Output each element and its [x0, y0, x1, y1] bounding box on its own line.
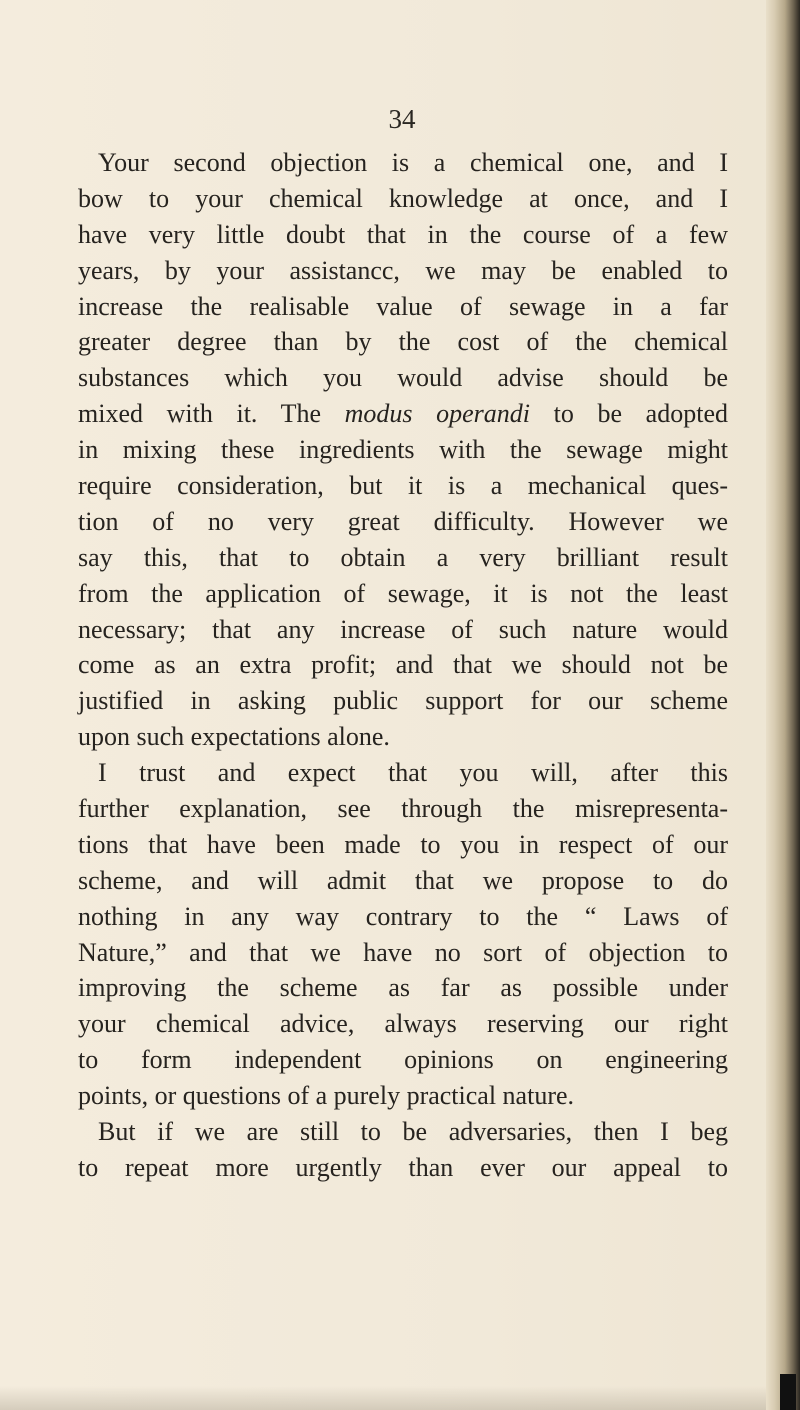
text-line: necessary; that any increase of such nature would — [78, 614, 728, 644]
text-line: points, or questions of a purely practical nature. — [78, 1081, 575, 1111]
text-line: justified in asking public support for our scheme — [78, 686, 728, 716]
italic-phrase: modus operandi — [344, 399, 531, 429]
text-line: further explanation, see through the misrepresenta- — [78, 794, 728, 824]
text-line: increase the realisable value of sewage in a far — [78, 291, 728, 321]
text-segment: to be adopted — [530, 399, 728, 429]
text-line-with-italic — [78, 396, 728, 432]
text-line: greater degree than by the cost of the chemical — [78, 327, 728, 357]
text-line: from the application of sewage, it is not the least — [78, 578, 728, 608]
text-line: tions that have been made to you in respect of our — [78, 829, 728, 859]
text-line: Your second objection is a chemical one, and I — [98, 148, 728, 177]
text-line: I trust and expect that you will, after this — [98, 758, 728, 788]
text-line: your chemical advice, always reserving our right — [78, 1009, 728, 1039]
page-number: 34 — [388, 104, 416, 134]
text-line: substances which you would advise should be — [78, 363, 728, 393]
text-line: scheme, and will admit that we propose to do — [78, 865, 728, 895]
text-line: improving the scheme as far as possible under — [78, 973, 728, 1003]
text-line: tion of no very great difficulty. However we — [78, 506, 728, 536]
text-line: come as an extra profit; and that we should not be — [78, 650, 728, 680]
text-line: in mixing these ingredients with the sewage might — [78, 435, 728, 465]
page-bottom-shadow — [0, 1386, 766, 1410]
text-line: nothing in any way contrary to the “ Laws of — [78, 901, 728, 931]
text-line: have very little doubt that in the course of a few — [78, 219, 728, 249]
text-segment: mixed with it. The — [78, 399, 345, 429]
text-line: require consideration, but it is a mechanical ques- — [78, 471, 728, 501]
book-spine-edge — [766, 0, 800, 1410]
text-line: bow to your chemical knowledge at once, and I — [78, 183, 728, 213]
body-text — [78, 145, 728, 1186]
text-line: upon such expectations alone. — [78, 722, 390, 752]
spine-dark-mark — [780, 1374, 796, 1410]
text-line: But if we are still to be adversaries, then I beg — [98, 1117, 728, 1147]
text-line: to form independent opinions on engineering — [78, 1045, 728, 1075]
text-line: say this, that to obtain a very brilliant result — [78, 542, 728, 572]
text-line: Nature,” and that we have no sort of objection to — [78, 937, 728, 967]
text-line: years, by your assistancc, we may be enabled to — [78, 255, 728, 285]
text-line: to repeat more urgently than ever our appeal to — [78, 1152, 728, 1182]
